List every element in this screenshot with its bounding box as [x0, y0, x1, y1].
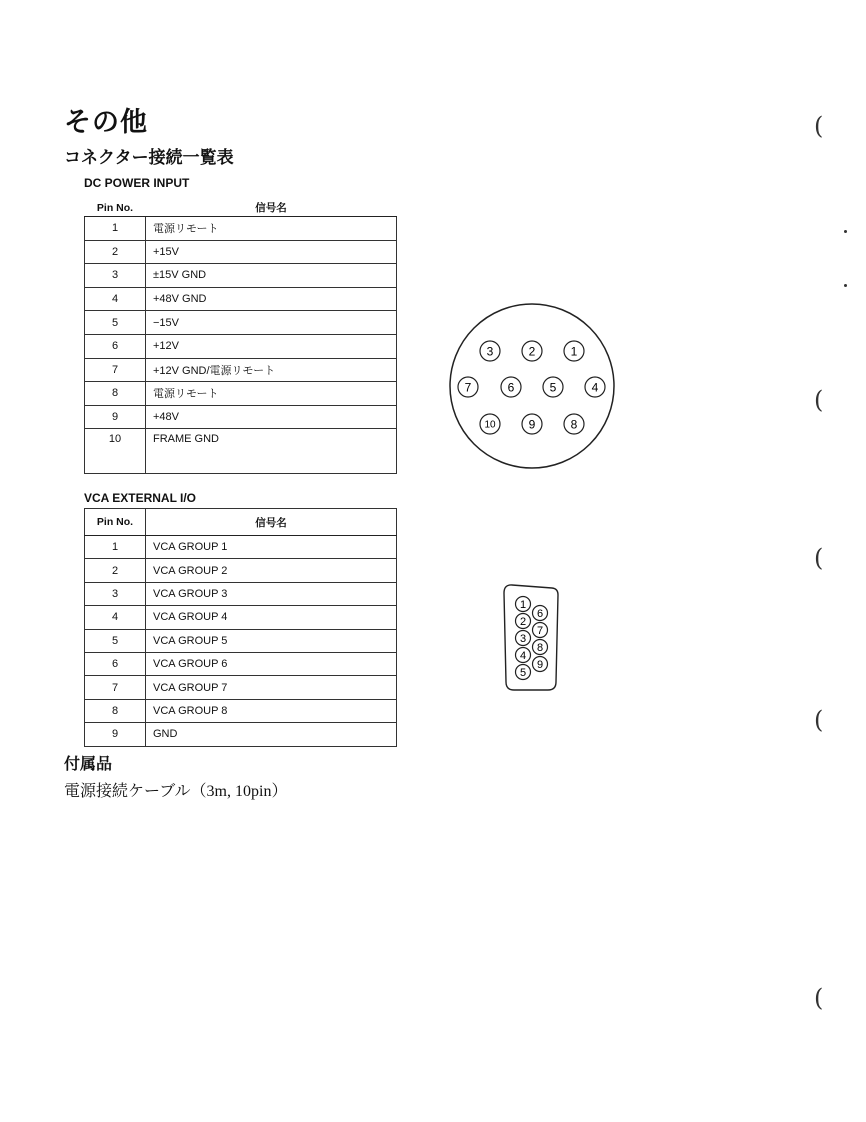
signal-cell: +12V GND/電源リモート: [146, 358, 397, 382]
table-row: [85, 429, 397, 474]
table-row: [85, 699, 397, 722]
signal-cell: +12V: [146, 334, 397, 358]
vca-io-table: [84, 508, 397, 747]
scan-mark: (: [814, 112, 824, 140]
pin-number: 7: [536, 624, 544, 637]
page-title: その他: [64, 107, 148, 138]
scan-mark: (: [814, 544, 824, 572]
pin-cell: 4: [85, 606, 146, 629]
pin-number: 9: [528, 417, 536, 432]
signal-cell: 電源リモート: [146, 382, 397, 406]
scan-dot: [844, 230, 847, 233]
signal-cell: +48V GND: [146, 287, 397, 311]
pin-cell: 2: [85, 559, 146, 582]
accessories-title: 付属品: [64, 754, 113, 773]
table-row: [85, 405, 397, 429]
signal-cell: VCA GROUP 3: [146, 582, 397, 605]
dc-power-connector-diagram: [447, 301, 617, 471]
scan-mark: (: [814, 984, 824, 1012]
header-signal-name: 信号名: [146, 199, 397, 217]
signal-cell: VCA GROUP 6: [146, 652, 397, 675]
table-row: [85, 652, 397, 675]
pin-cell: 3: [85, 264, 146, 288]
table-row: [85, 311, 397, 335]
table-row: [85, 217, 397, 241]
header-pin-no: Pin No.: [85, 199, 146, 217]
table-row: [85, 582, 397, 605]
header-pin-no: Pin No.: [85, 509, 146, 536]
accessories-text: 電源接続ケーブル（3m, 10pin）: [64, 783, 288, 800]
pin-number: 10: [484, 419, 496, 431]
pin-number: 4: [591, 380, 599, 395]
pin-cell: 2: [85, 240, 146, 264]
pin-cell: 7: [85, 358, 146, 382]
pin-number: 8: [536, 641, 544, 654]
table-row: [85, 358, 397, 382]
table-row: [85, 334, 397, 358]
table-row: [85, 629, 397, 652]
signal-cell: GND: [146, 723, 397, 746]
pin-number: 3: [486, 344, 494, 359]
pin-number: 9: [536, 658, 544, 671]
table-row: [85, 559, 397, 582]
pin-number: 2: [528, 344, 536, 359]
pin-number: 1: [519, 598, 527, 611]
pin-number: 2: [519, 615, 527, 628]
pin-cell: 5: [85, 311, 146, 335]
table-row: [85, 536, 397, 559]
header-signal-name: 信号名: [146, 509, 397, 536]
pin-number: 3: [519, 632, 527, 645]
pin-cell: 8: [85, 382, 146, 406]
signal-cell: VCA GROUP 2: [146, 559, 397, 582]
scan-mark: (: [814, 706, 824, 734]
pin-cell: 8: [85, 699, 146, 722]
dsub-connector-diagram: [500, 582, 564, 694]
section-title: コネクター接続一覧表: [64, 148, 234, 168]
pin-cell: 9: [85, 405, 146, 429]
table-row: [85, 606, 397, 629]
table-row: [85, 240, 397, 264]
pin-number: 8: [570, 417, 578, 432]
pin-cell: 1: [85, 536, 146, 559]
signal-cell: VCA GROUP 5: [146, 629, 397, 652]
signal-cell: VCA GROUP 7: [146, 676, 397, 699]
signal-cell: VCA GROUP 4: [146, 606, 397, 629]
signal-cell: +48V: [146, 405, 397, 429]
pin-number: 6: [507, 380, 515, 395]
pin-cell: 10: [85, 429, 146, 474]
pin-number: 6: [536, 607, 544, 620]
signal-cell: VCA GROUP 8: [146, 699, 397, 722]
vca-io-title: VCA EXTERNAL I/O: [84, 491, 197, 505]
pin-cell: 1: [85, 217, 146, 241]
table-header-row: [85, 199, 397, 217]
table-row: [85, 287, 397, 311]
table-row: [85, 382, 397, 406]
dc-power-table: [84, 199, 397, 474]
pin-cell: 9: [85, 723, 146, 746]
pin-cell: 4: [85, 287, 146, 311]
table-row: [85, 264, 397, 288]
scan-dot: [844, 284, 847, 287]
pin-cell: 6: [85, 334, 146, 358]
pin-number: 1: [570, 344, 578, 359]
connector-pins: [458, 341, 605, 434]
connector-pins: [516, 597, 548, 680]
pin-cell: 6: [85, 652, 146, 675]
signal-cell: FRAME GND: [146, 429, 397, 474]
dc-power-title: DC POWER INPUT: [84, 176, 190, 190]
connector-outline: [450, 304, 614, 468]
signal-cell: VCA GROUP 1: [146, 536, 397, 559]
pin-number: 7: [464, 380, 472, 395]
signal-cell: −15V: [146, 311, 397, 335]
scan-mark: (: [814, 386, 824, 414]
pin-cell: 7: [85, 676, 146, 699]
signal-cell: 電源リモート: [146, 217, 397, 241]
pin-number: 5: [519, 666, 527, 679]
pin-number: 4: [519, 649, 527, 662]
signal-cell: +15V: [146, 240, 397, 264]
signal-cell: ±15V GND: [146, 264, 397, 288]
pin-number: 5: [549, 380, 557, 395]
table-row: [85, 676, 397, 699]
table-row: [85, 723, 397, 746]
pin-cell: 5: [85, 629, 146, 652]
pin-cell: 3: [85, 582, 146, 605]
table-header-row: [85, 509, 397, 536]
